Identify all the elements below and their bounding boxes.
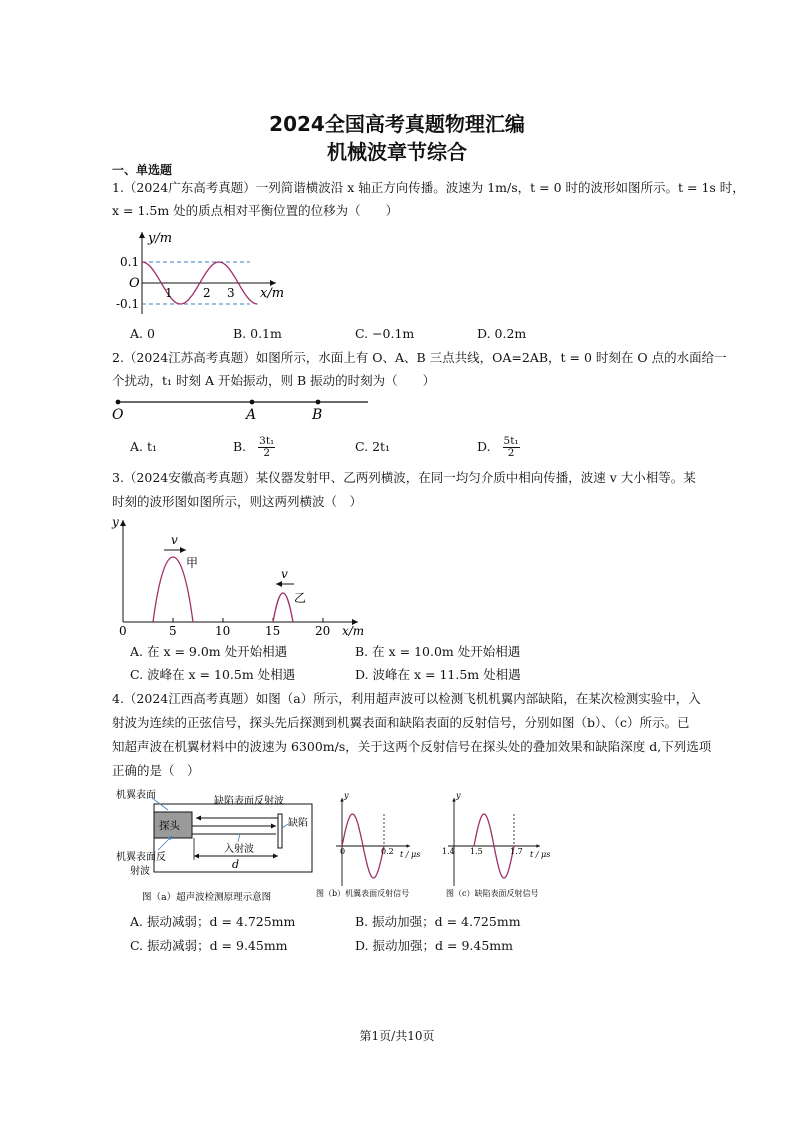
q3-option-a[interactable]: A. 在 x = 9.0m 处开始相遇 [130, 644, 288, 659]
section-heading: 一、单选题 [112, 163, 173, 177]
q1-option-d[interactable]: D. 0.2m [477, 326, 527, 341]
q4c-tick-1-4: 1.4 [442, 847, 455, 856]
q4a-surface-reflect-label-2: 射波 [130, 866, 150, 877]
q3-x-tick-10: 10 [215, 624, 231, 638]
q2-option-a[interactable]: A. t₁ [130, 439, 158, 454]
q4-stem-line1: 4.（2024江西高考真题）如图（a）所示，利用超声波可以检测飞机机翼内部缺陷，在某次检测实验中，入 [112, 691, 701, 706]
q4b-caption: 图（b）机翼表面反射信号 [316, 889, 410, 898]
q4a-probe-label: 探头 [159, 820, 180, 832]
q4a-incident-label: 入射波 [224, 844, 254, 855]
q2-label-o: O [112, 407, 124, 423]
q4-figure-a [112, 786, 322, 906]
q1-x-tick-1: 1 [165, 286, 173, 300]
q3-stem-line1: 3.（2024安徽高考真题）某仪器发射甲、乙两列横波，在同一均匀介质中相向传播，波速 v 大小相等。某 [112, 470, 696, 485]
q3-x-label: x/m [342, 624, 365, 638]
q1-y-label: y/m [148, 231, 173, 246]
q1-stem-line1: 1.（2024广东高考真题）一列简谐横波沿 x 轴正方向传播。波速为 1m/s，t = 0 时的波形如图所示。t = 1s 时， [112, 180, 745, 195]
q4-option-d[interactable]: D. 振动加强；d = 9.45mm [355, 938, 513, 953]
q4-figure-c [440, 786, 570, 906]
q1-y-top-label: 0.1 [120, 255, 140, 269]
q4-stem-line2: 射波为连续的正弦信号，探头先后探测到机翼表面和缺陷表面的反射信号，分别如图（b）、（c）所示。已 [112, 715, 690, 730]
q1-x-label: x/m [260, 286, 285, 301]
q3-y-label: y [112, 515, 119, 529]
q3-wave2-label: 乙 [294, 591, 307, 605]
q4-option-c[interactable]: C. 振动减弱；d = 9.45mm [130, 938, 288, 953]
q4b-tick-0: 0 [340, 847, 346, 856]
q4b-t-label: t / μs [400, 850, 421, 859]
q4-option-a[interactable]: A. 振动减弱；d = 4.725mm [130, 914, 296, 929]
q3-x-tick-0: 0 [119, 624, 127, 638]
q4-stem-line3: 知超声波在机翼材料中的波速为 6300m/s，关于这两个反射信号在探头处的叠加效果和缺陷深度 d,下列选项 [112, 739, 712, 754]
page-subtitle: 机械波章节综合 [327, 140, 467, 164]
q1-option-b[interactable]: B. 0.1m [233, 326, 282, 341]
q4b-y-label: y [344, 791, 349, 800]
q1-wave-figure [110, 226, 310, 321]
q2-option-d-fraction [503, 436, 520, 459]
q3-x-tick-15: 15 [265, 624, 281, 638]
q3-stem-line2: 时刻的波形图如图所示，则这两列横波（ ） [112, 494, 363, 509]
q2-option-d-denominator: 2 [507, 447, 515, 459]
q4a-defect-label: 缺陷 [288, 818, 308, 829]
q1-option-a[interactable]: A. 0 [130, 326, 155, 341]
q2-line-figure [110, 393, 370, 423]
q3-option-c[interactable]: C. 波峰在 x = 10.5m 处相遇 [130, 667, 296, 682]
q4c-t-label: t / μs [530, 850, 551, 859]
q3-wave1-label: 甲 [186, 556, 199, 570]
q3-x-tick-5: 5 [169, 624, 177, 638]
q4c-tick-1-5: 1.5 [470, 847, 483, 856]
q4c-y-label: y [456, 791, 461, 800]
q2-stem-line2: 个扰动，t₁ 时刻 A 开始振动，则 B 振动的时刻为（ ） [112, 373, 436, 388]
q1-x-tick-2: 2 [203, 286, 211, 300]
q1-x-tick-3: 3 [227, 286, 235, 300]
q2-option-b-numerator: 3t₁ [259, 435, 275, 447]
q1-y-bottom-label: -0.1 [116, 297, 140, 311]
q2-label-b: B [312, 407, 323, 423]
q1-origin-label: O [129, 276, 140, 291]
q2-stem-line1: 2.（2024江苏高考真题）如图所示，水面上有 O、A、B 三点共线，OA=2AB，t = 0 时刻在 O 点的水面给一 [112, 350, 727, 365]
q2-option-b-denominator: 2 [263, 447, 271, 459]
q4b-tick-0-2: 0.2 [381, 847, 394, 856]
q3-x-tick-20: 20 [315, 624, 331, 638]
q4-figure-b [318, 786, 428, 906]
page-footer: 第1页/共10页 [359, 1029, 435, 1043]
q4c-tick-1-7: 1.7 [510, 847, 523, 856]
q4a-surface-reflect-label-1: 机翼表面反 [116, 852, 166, 863]
q4a-d-label: d [232, 858, 240, 871]
q3-wave-figure [110, 514, 370, 639]
q2-option-b-fraction [258, 436, 275, 459]
q2-option-c[interactable]: C. 2t₁ [355, 439, 391, 454]
q3-v-label-1: v [171, 533, 178, 547]
q2-option-d-numerator: 5t₁ [503, 435, 519, 447]
q2-label-a: A [246, 407, 257, 423]
q1-option-c[interactable]: C. −0.1m [355, 326, 415, 341]
q2-option-d-prefix: D. [477, 439, 491, 454]
q4a-defect-reflect-label: 缺陷表面反射波 [214, 796, 284, 807]
q2-option-d[interactable] [477, 432, 520, 462]
page-title: 2024全国高考真题物理汇编 [269, 112, 525, 136]
q2-option-b[interactable] [233, 432, 275, 462]
q4a-wing-surface-label: 机翼表面 [116, 790, 156, 801]
q2-option-b-prefix: B. [233, 439, 247, 454]
q3-option-b[interactable]: B. 在 x = 10.0m 处开始相遇 [355, 644, 521, 659]
q4-stem-line4: 正确的是（ ） [112, 763, 200, 778]
q1-stem-line2: x = 1.5m 处的质点相对平衡位置的位移为（ ） [112, 203, 399, 218]
q3-v-label-2: v [281, 567, 288, 581]
q4c-caption: 图（c）缺陷表面反射信号 [446, 889, 539, 898]
q4a-caption: 图（a）超声波检测原理示意图 [142, 892, 272, 903]
q4-option-b[interactable]: B. 振动加强；d = 4.725mm [355, 914, 521, 929]
q3-option-d[interactable]: D. 波峰在 x = 11.5m 处相遇 [355, 667, 521, 682]
